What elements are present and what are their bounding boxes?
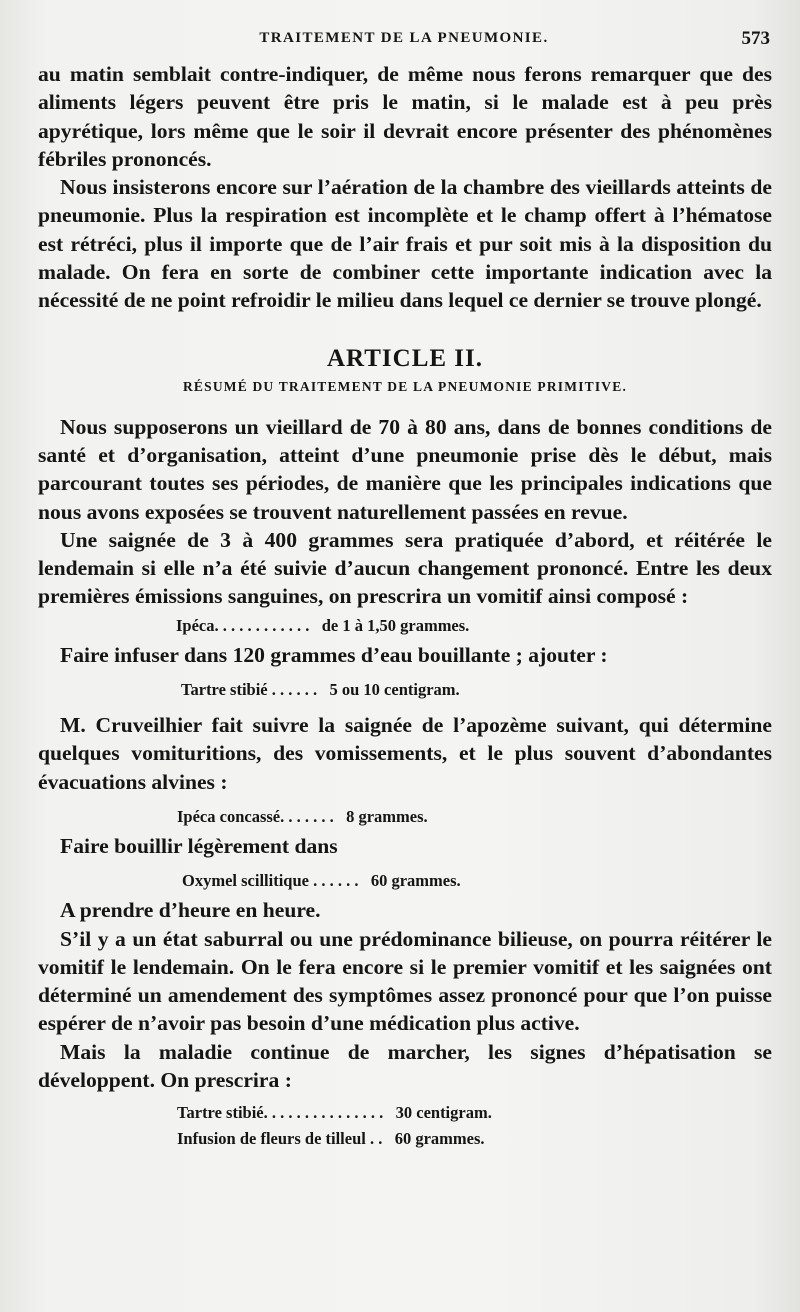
- formula-ipeca: Ipéca. . . . . . . . . . . . de 1 à 1,50 grammes.: [176, 615, 470, 635]
- formula-tilleul: Infusion de fleurs de tilleul . . 60 grammes.: [177, 1129, 485, 1149]
- page-body: [38, 60, 772, 1152]
- paragraph-aeration: Nous insisterons encore sur l’aération de la chambre des vieillards atteints de pneumonie. Plus la respiration est incomplète et le champ offert à l’hématose est rétréci, plus il importe que de l’air frais et pur soit mis à la disposition du malade. On fera en sorte de combiner cette importante indication avec la nécessité de ne point refroidir le milieu dans lequel ce dernier se trouve plongé.: [38, 175, 772, 313]
- paragraph-saburral: S’il y a un état saburral ou une prédominance bilieuse, on pourra réitérer le vomitif le lendemain. On le fera encore si le premier vomitif et les saignées ont déterminé un amendement des symptômes assez prononcé pour que l’on puisse espérer de n’avoir pas besoin d’une médication plus active.: [38, 926, 772, 1036]
- paragraph-bouillir: Faire bouillir légèrement dans: [60, 833, 338, 858]
- article-subtitle: RÉSUMÉ DU TRAITEMENT DE LA PNEUMONIE PRIMITIVE.: [182, 378, 628, 394]
- paragraph-hepatisation: Mais la maladie continue de marcher, les signes d’hépatisation se développent. On prescrira :: [38, 1039, 772, 1093]
- formula-ipeca-concasse: Ipéca concassé. . . . . . . 8 grammes.: [177, 806, 428, 826]
- paragraph-continuation: au matin semblait contre-indiquer, de même nous ferons remarquer que des aliments légers peuvent être pris le matin, si le malade est à peu près apyrétique, lors même que le soir il devrait encore présenter des phénomènes fébriles prononcés.: [38, 62, 772, 171]
- paragraph-case: Nous supposerons un vieillard de 70 à 80 ans, dans de bonnes conditions de santé et d’organisation, atteint d’une pneumonie prise dès le début, mais parcourant toutes ses périodes, de manière que les principales indications que nous avons exposées se trouvent naturellement passées en revue.: [38, 414, 772, 524]
- paragraph-saignee: Une saignée de 3 à 400 grammes sera pratiquée d’abord, et réitérée le lendemain si elle n’a été suivie d’aucun changement prononcé. Entre les deux premières émissions sanguines, on prescrira un vomitif ainsi composé :: [38, 527, 772, 609]
- page-number: 573: [741, 28, 770, 49]
- formula-tartre-stibie: Tartre stibié . . . . . . 5 ou 10 centigram.: [181, 680, 460, 700]
- article-title: ARTICLE II.: [327, 344, 483, 372]
- paragraph-cruveilhier: M. Cruveilhier fait suivre la saignée de l’apozème suivant, qui détermine quelques vomituritions, des vomissements, et le plus souvent d’abondantes évacuations alvines :: [38, 713, 772, 794]
- paragraph-prendre: A prendre d’heure en heure.: [60, 898, 321, 923]
- formula-tartre-30: Tartre stibié. . . . . . . . . . . . . . . 30 centigram.: [177, 1103, 492, 1123]
- page-header: [38, 30, 770, 52]
- formula-oxymel: Oxymel scillitique . . . . . . 60 grammes.: [182, 871, 461, 891]
- running-head: TRAITEMENT DE LA PNEUMONIE.: [259, 30, 549, 46]
- paragraph-infuser: Faire infuser dans 120 grammes d’eau bouillante ; ajouter :: [60, 642, 608, 667]
